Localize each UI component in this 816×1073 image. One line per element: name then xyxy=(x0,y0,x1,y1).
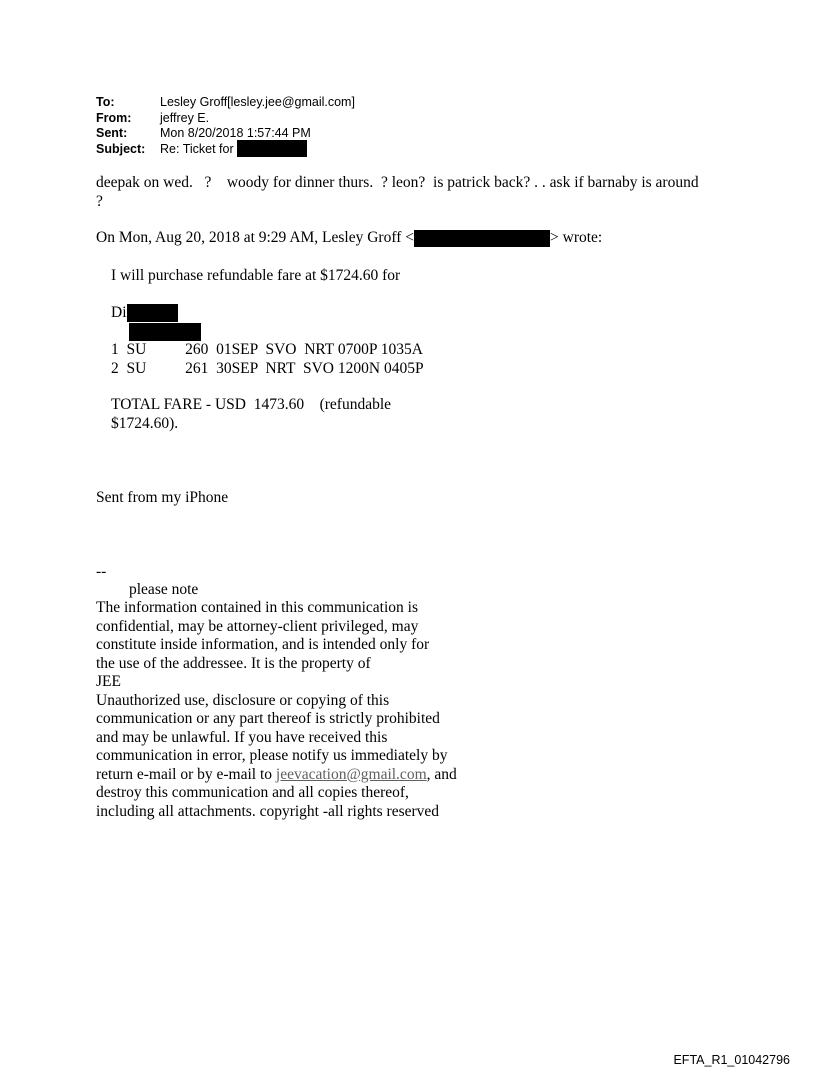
disclaimer-line: and may be unlawful. If you have received this xyxy=(96,728,388,746)
quote-intro xyxy=(96,229,602,248)
disclaimer-line: including all attachments. copyright -all rights reserved xyxy=(96,802,440,820)
sent-row xyxy=(96,126,355,142)
return-text: return e-mail or by e-mail to xyxy=(96,765,276,783)
document-id: EFTA_R1_01042796 xyxy=(673,1053,790,1067)
body-line: deepak on wed. ? woody for dinner thurs. ? leon? is patrick back? . . ask if barnaby is around xyxy=(96,174,699,191)
subject-label: Subject: xyxy=(96,141,146,156)
sent-value: Mon 8/20/2018 1:57:44 PM xyxy=(160,126,311,140)
direct-label: Direct: xyxy=(111,304,155,321)
disclaimer-line: the use of the addressee. It is the property of xyxy=(96,654,371,672)
disclaimer xyxy=(96,599,457,821)
email-link[interactable]: jeevacation@gmail.com xyxy=(275,765,427,783)
total-fare xyxy=(111,396,391,433)
subject-row xyxy=(96,142,355,158)
sent-label: Sent: xyxy=(96,126,128,140)
total-line: TOTAL FARE - USD 1473.60 (refundable xyxy=(111,396,392,413)
subject-value xyxy=(160,142,307,158)
disclaimer-line: constitute inside information, and is intended only for xyxy=(96,636,430,653)
purchase-line: I will purchase refundable fare at $1724.60 for xyxy=(111,267,401,284)
return-text-end: , and xyxy=(426,765,457,783)
disclaimer-line: confidential, may be attorney-client privileged, may xyxy=(96,617,419,635)
from-value: jeffrey E. xyxy=(160,110,210,125)
disclaimer-line: JEE xyxy=(96,673,121,690)
flight-list xyxy=(111,341,424,378)
to-label: To: xyxy=(96,95,115,109)
redaction-bar xyxy=(129,323,201,341)
body-line: ? xyxy=(96,192,103,210)
quote-intro-text: On Mon, Aug 20, 2018 at 9:29 AM, Lesley Groff < xyxy=(96,229,415,246)
flight-row: 2 SU 261 30SEP NRT SVO 1200N 0405P xyxy=(111,359,424,377)
disclaimer-line xyxy=(96,766,457,785)
flight-row: 1 SU 260 01SEP SVO NRT 0700P 1035A xyxy=(111,341,423,358)
to-value: Lesley Groff[lesley.jee@gmail.com] xyxy=(160,95,355,109)
disclaimer-line: communication in error, please notify us immediately by xyxy=(96,747,448,764)
from-label: From: xyxy=(96,110,132,125)
from-row xyxy=(96,111,355,127)
redaction-bar xyxy=(414,230,550,247)
to-row xyxy=(96,95,355,111)
please-note: please note xyxy=(129,581,199,598)
redacted-names xyxy=(111,286,400,305)
disclaimer-line: destroy this communication and all copies thereof, xyxy=(96,784,409,801)
total-line: $1724.60). xyxy=(111,414,179,432)
subject-text: Re: Ticket for xyxy=(160,141,234,156)
quote-intro-end: > wrote: xyxy=(550,229,603,246)
email-header xyxy=(96,95,355,157)
disclaimer-line: communication or any part thereof is strictly prohibited xyxy=(96,710,440,727)
signature-dashes: -- xyxy=(96,563,107,580)
sent-from: Sent from my iPhone xyxy=(96,489,229,506)
redaction-bar xyxy=(237,140,307,157)
disclaimer-line: The information contained in this communication is xyxy=(96,599,418,616)
quoted-message xyxy=(111,267,400,323)
disclaimer-line: Unauthorized use, disclosure or copying of this xyxy=(96,691,390,709)
email-body xyxy=(96,174,699,211)
